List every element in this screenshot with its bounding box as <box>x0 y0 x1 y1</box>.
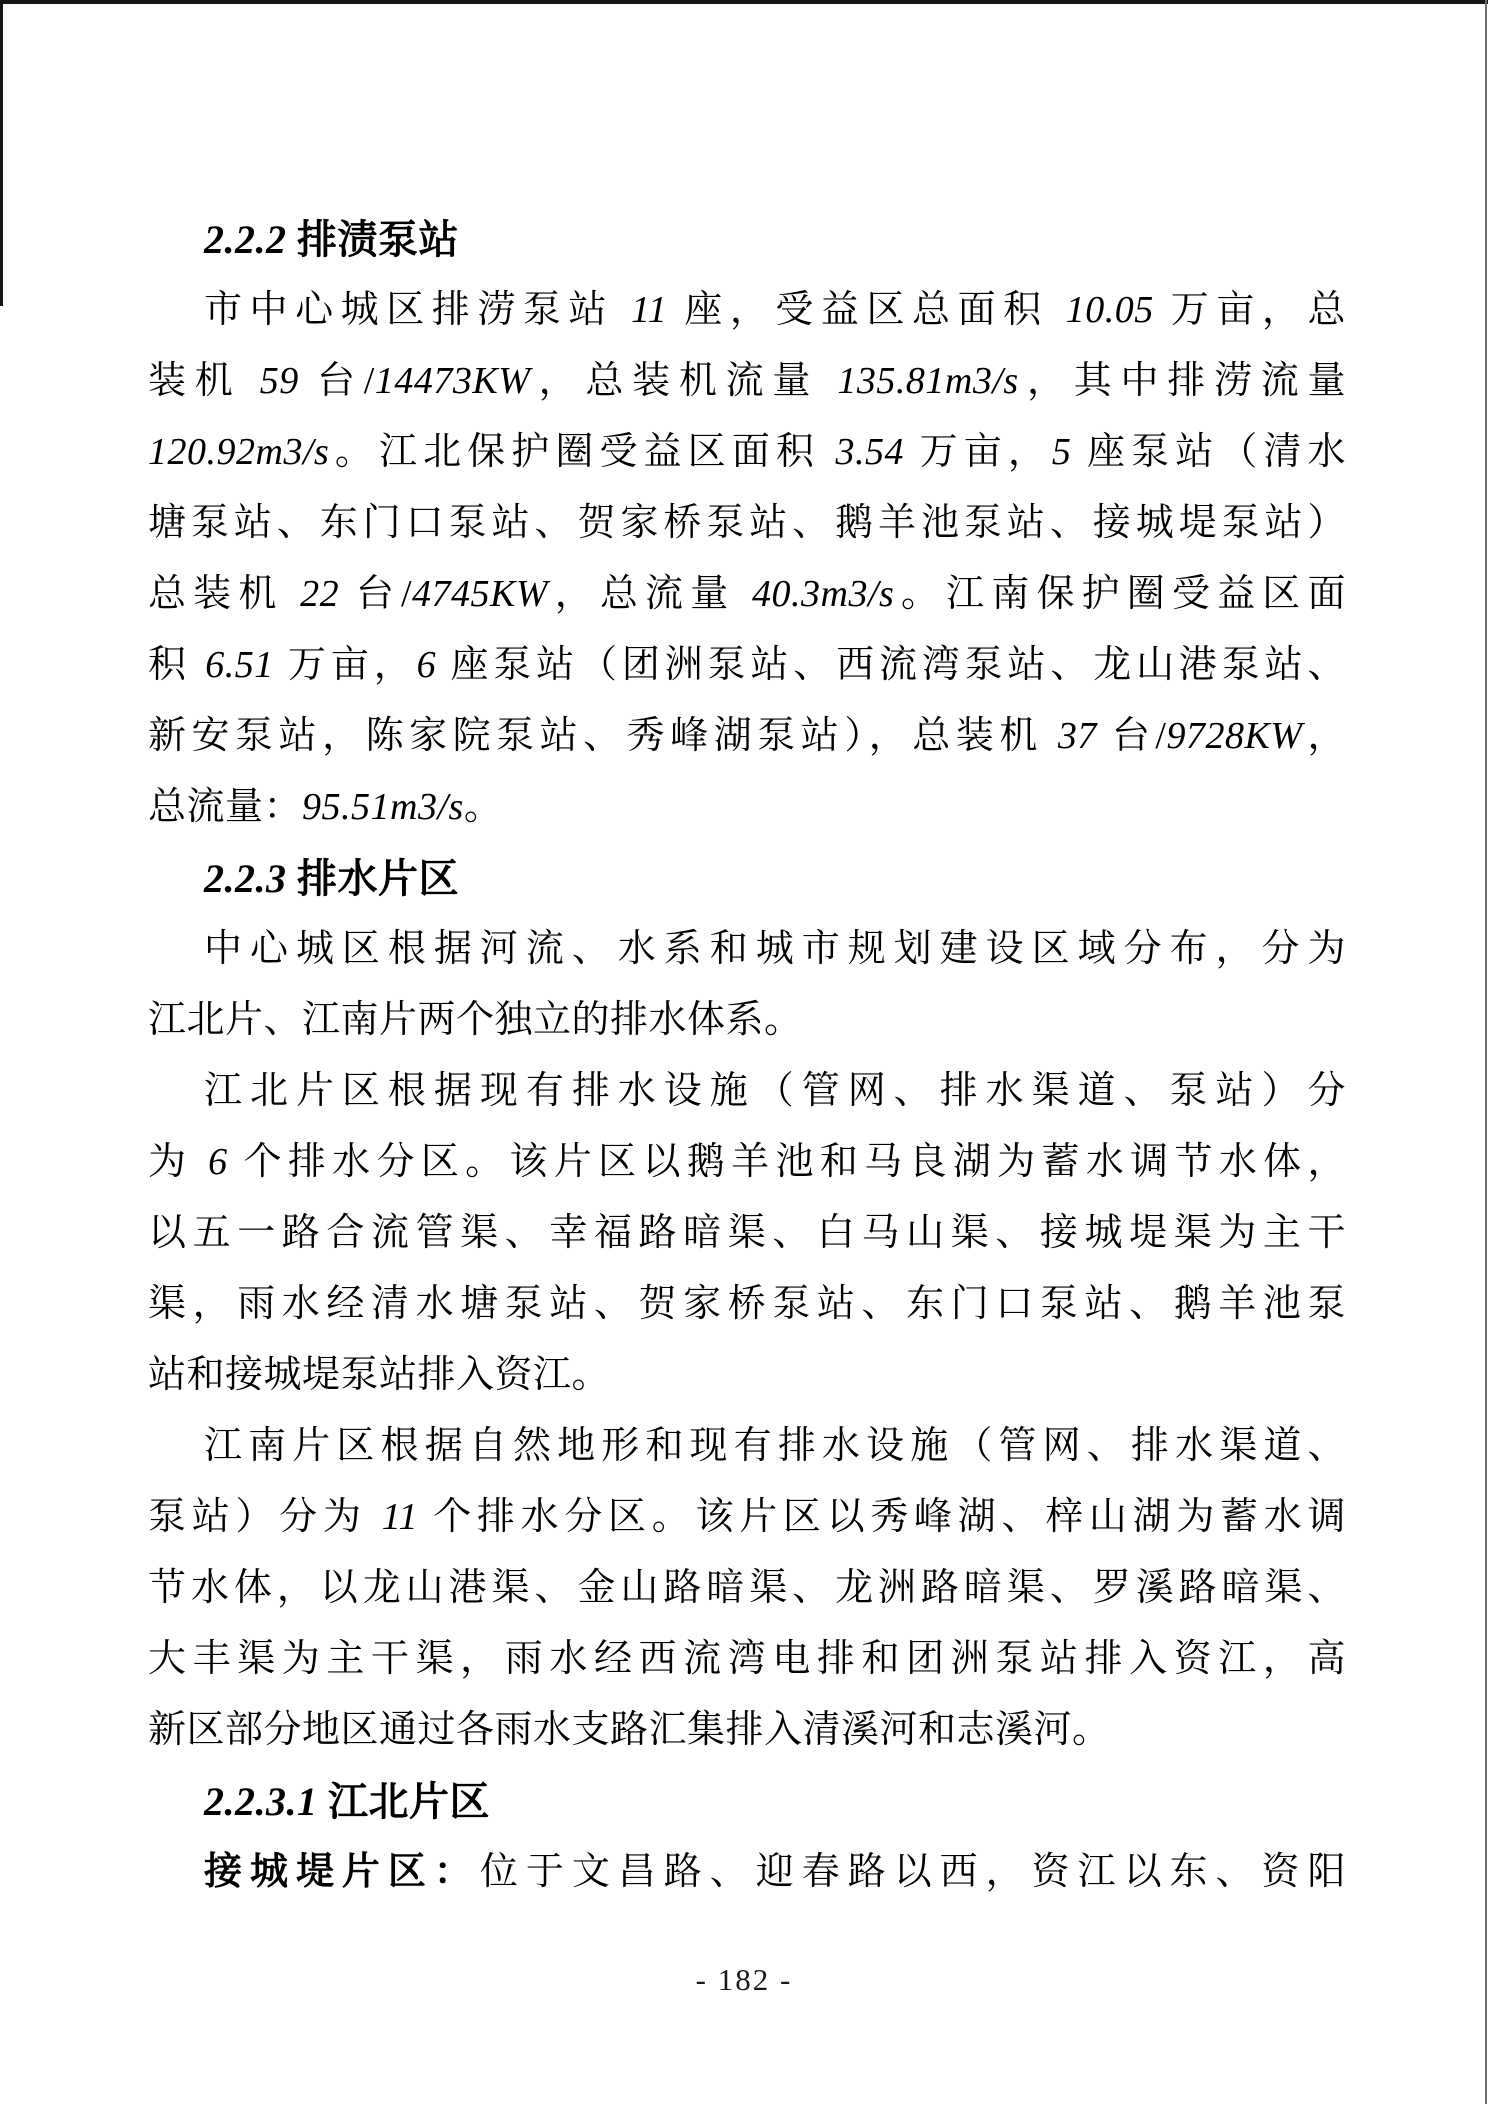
latin-run: 9728KW <box>1166 715 1303 757</box>
document-body <box>148 204 1346 1908</box>
latin-run: 40.3m3/s <box>752 573 895 615</box>
text-line: 江南片区根据自然地形和现有排水设施（管网、排水渠道、 <box>204 1425 1346 1467</box>
latin-run: 135.81m3/s <box>837 360 1019 402</box>
para-jiangbei <box>148 1056 1346 1411</box>
section-heading-section-2-2-2: 2.2.2 排渍泵站 <box>204 217 459 262</box>
text-line: 中心城区根据河流、水系和城市规划建设区域分布，分为 <box>204 928 1346 970</box>
text-line: 塘泵站、东门口泵站、贺家桥泵站、鹅羊池泵站、接城堤泵站） <box>148 502 1346 544</box>
text-line: 积 6.51 万亩，6 座泵站（团洲泵站、西流湾泵站、龙山港泵站、 <box>148 644 1346 686</box>
latin-run: 6.51 <box>205 644 274 686</box>
section-heading-section-2-2-3: 2.2.3 排水片区 <box>204 856 459 901</box>
text-line: 新安泵站，陈家院泵站、秀峰湖泵站），总装机 37 台/9728KW， <box>148 715 1346 757</box>
text-line: 大丰渠为主干渠，雨水经西流湾电排和团洲泵站排入资江，高 <box>148 1638 1346 1680</box>
latin-run: 11 <box>381 1496 418 1538</box>
latin-run: 22 <box>300 573 340 615</box>
text-line: 以五一路合流管渠、幸福路暗渠、白马山渠、接城堤渠为主干 <box>148 1212 1346 1254</box>
text-line: 站和接城堤泵站排入资江。 <box>148 1354 611 1396</box>
latin-run: 2.2.3 <box>204 856 287 901</box>
latin-run: 120.92m3/s <box>148 431 330 473</box>
latin-run: 37 <box>1057 715 1097 757</box>
section-heading-section-2-2-3-1: 2.2.3.1 江北片区 <box>204 1779 490 1824</box>
text-line: 江北片、江南片两个独立的排水体系。 <box>148 999 803 1041</box>
text-line: 为 6 个排水分区。该片区以鹅羊池和马良湖为蓄水调节水体， <box>148 1141 1346 1183</box>
latin-run: 11 <box>631 289 668 331</box>
scan-edge-right <box>1485 0 1487 2104</box>
text-line: 江北片区根据现有排水设施（管网、排水渠道、泵站）分 <box>204 1070 1346 1112</box>
text-line: 新区部分地区通过各雨水支路汇集排入清溪河和志溪河。 <box>148 1709 1111 1751</box>
latin-run: 95.51m3/s <box>302 786 464 828</box>
text-line: 总流量：95.51m3/s。 <box>148 786 503 828</box>
text-line: 市中心城区排涝泵站 11 座，受益区总面积 10.05 万亩，总 <box>204 289 1346 331</box>
latin-run: 6 <box>416 644 437 686</box>
page-number: - 182 - <box>695 1962 793 1997</box>
latin-run: 10.05 <box>1065 289 1154 331</box>
para-drainage-overview <box>148 914 1346 1056</box>
text-line: 总装机 22 台/4745KW，总流量 40.3m3/s。江南保护圈受益区面 <box>148 573 1346 615</box>
text-line: 泵站）分为 11 个排水分区。该片区以秀峰湖、梓山湖为蓄水调 <box>148 1496 1346 1538</box>
text-line: 渠，雨水经清水塘泵站、贺家桥泵站、东门口泵站、鹅羊池泵 <box>148 1283 1346 1325</box>
latin-run: 3.54 <box>835 431 905 473</box>
latin-run: 5 <box>1051 431 1072 473</box>
bold-lead-in: 接城堤片区： <box>204 1851 480 1893</box>
text-line: 120.92m3/s。江北保护圈受益区面积 3.54 万亩，5 座泵站（清水 <box>148 431 1346 473</box>
para-pump-stations <box>148 275 1346 843</box>
latin-run: 2.2.2 <box>204 217 287 262</box>
latin-run: 59 <box>259 360 299 402</box>
para-jiechengdi <box>148 1837 1346 1908</box>
text-line: 节水体，以龙山港渠、金山路暗渠、龙洲路暗渠、罗溪路暗渠、 <box>148 1567 1346 1609</box>
latin-run: 14473KW <box>374 360 531 402</box>
latin-run: 4745KW <box>412 573 549 615</box>
scan-edge-left <box>0 0 3 306</box>
para-jiangnan <box>148 1411 1346 1766</box>
scan-edge-top <box>0 0 1488 4</box>
latin-run: 6 <box>208 1141 228 1183</box>
text-line: 装机 59 台/14473KW，总装机流量 135.81m3/s，其中排涝流量 <box>148 360 1346 402</box>
latin-run: 2.2.3.1 <box>204 1779 318 1824</box>
text-line: 接城堤片区：位于文昌路、迎春路以西，资江以东、资阳 <box>204 1851 1346 1893</box>
